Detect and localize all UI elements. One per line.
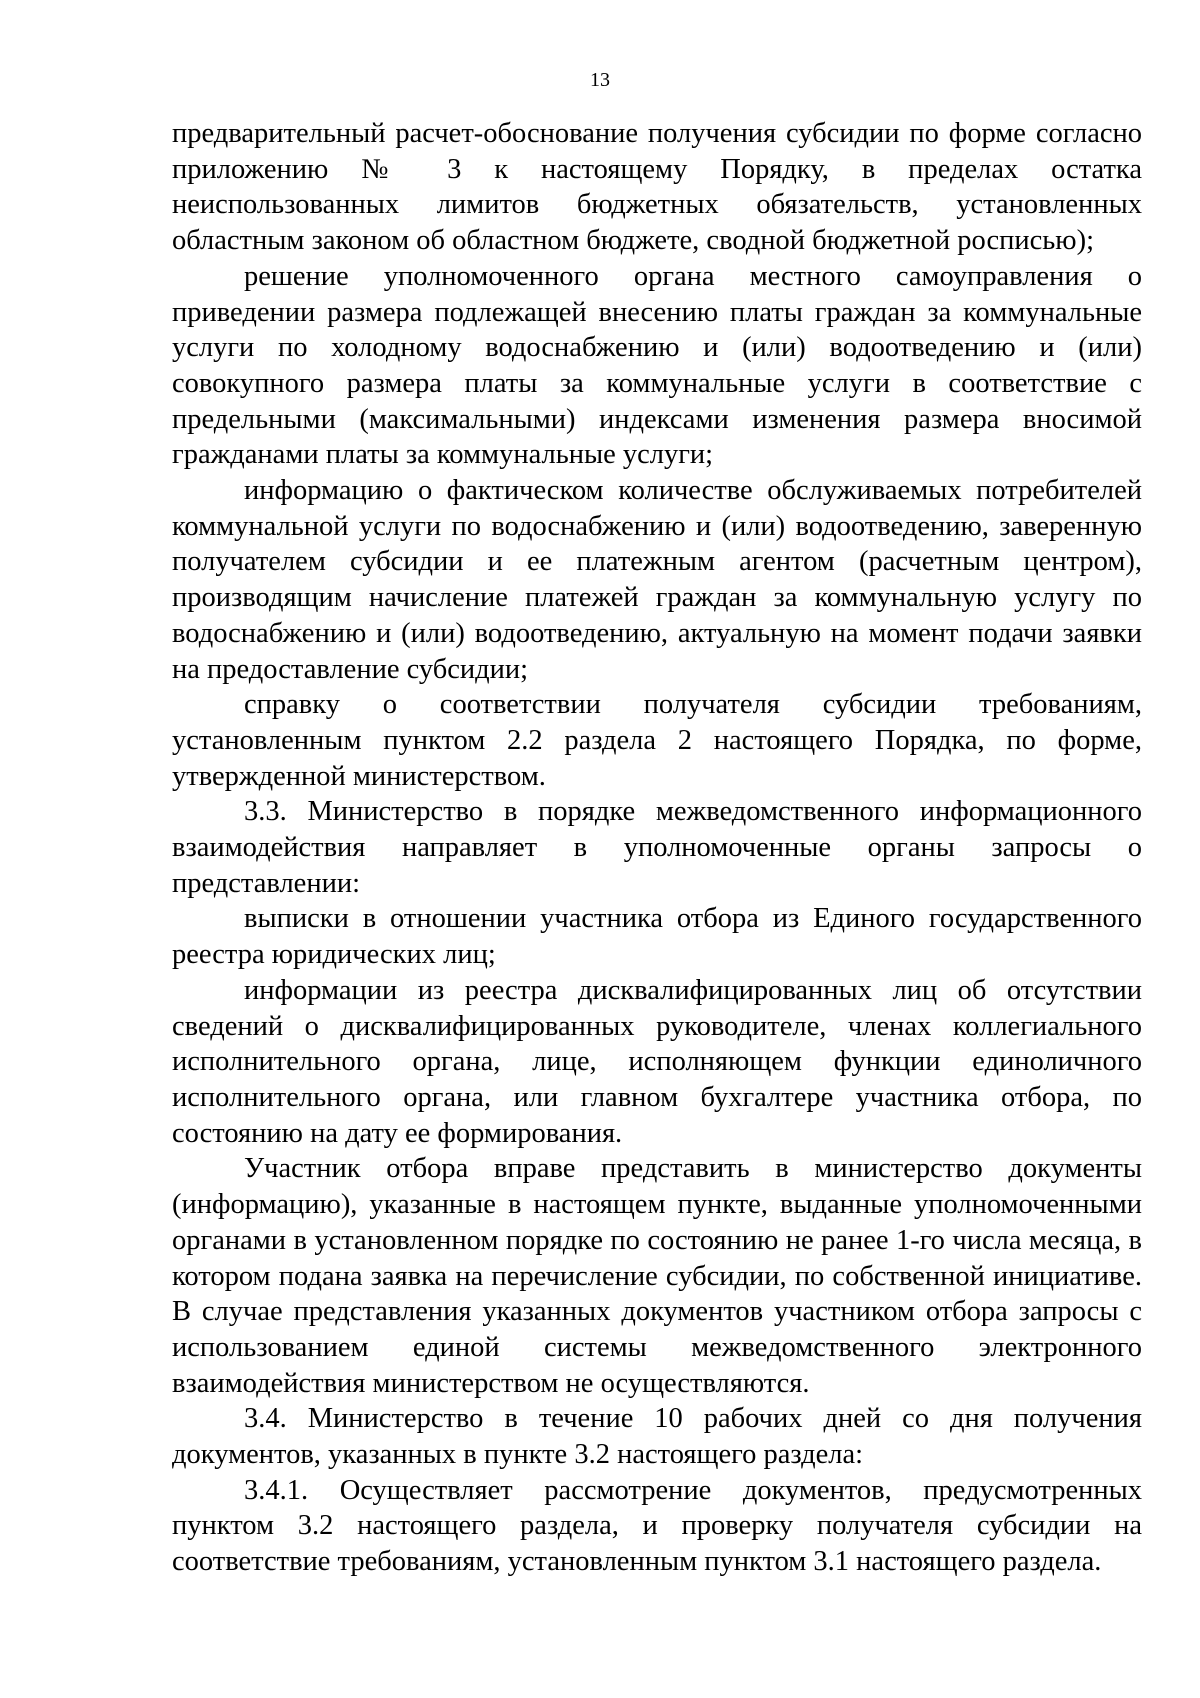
paragraph-egrul-extract: выписки в отношении участника отбора из Единого государственного реестра юридических лиц; xyxy=(172,903,1142,971)
paragraph-3-4: 3.4. Министерство в течение 10 рабочих дней со дня получения документов, указанных в пункте 3.2 настоящего раздела: xyxy=(172,1403,1142,1471)
paragraph-calculation: предварительный расчет-обоснование получения субсидии по форме согласно приложению № 3 к настоящему Порядку, в пределах остатка неиспользованных лимитов бюджетных обязательств, установленных областным законом об областном бюджете, сводной бюджетной росписью); xyxy=(172,118,1142,257)
paragraph-3-4-1: 3.4.1. Осуществляет рассмотрение документов, предусмотренных пунктом 3.2 настоящего раздела, и проверку получателя субсидии на соответствие требованиям, установленным пунктом 3.1 настоящего раздела. xyxy=(172,1474,1142,1578)
paragraph-participant-right: Участник отбора вправе представить в министерство документы (информацию), указанные в настоящем пункте, выданные уполномоченными органами в установленном порядке по состоянию не ранее 1-го числа месяца, в котором подана заявка на перечисление субсидии, по собственной инициативе. В случае представления указанных документов участником отбора запросы с использованием единой системы межведомственного электронного взаимодействия министерством не осуществляются. xyxy=(172,1153,1142,1399)
document-body xyxy=(172,116,1142,1580)
paragraph-disqualified-registry: информации из реестра дисквалифицированных лиц об отсутствии сведений о дисквалифицированных руководителе, членах коллегиального исполнительного органа, лице, исполняющем функции единоличного исполнительного органа, или главном бухгалтере участника отбора, по состоянию на дату ее формирования. xyxy=(172,974,1142,1149)
page-number: 13 xyxy=(590,69,610,91)
paragraph-certificate: справку о соответствии получателя субсидии требованиям, установленным пунктом 2.2 раздела 2 настоящего Порядка, по форме, утвержденной министерством. xyxy=(172,689,1142,792)
paragraph-3-3: 3.3. Министерство в порядке межведомственного информационного взаимодействия направляет в уполномоченные органы запросы о представлении: xyxy=(172,796,1142,899)
paragraph-consumers-info: информацию о фактическом количестве обслуживаемых потребителей коммунальной услуги по водоснабжению и (или) водоотведению, заверенную получателем субсидии и ее платежным агентом (расчетным центром), производящим начисление платежей граждан за коммунальную услугу по водоснабжению и (или) водоотведению, актуальную на момент подачи заявки на предоставление субсидии; xyxy=(172,475,1142,685)
paragraph-decision: решение уполномоченного органа местного самоуправления о приведении размера подлежащей внесению платы граждан за коммунальные услуги по холодному водоснабжению и (или) водоотведению и (или) совокупного размера платы за коммунальные услуги в соответствие с предельными (максимальными) индексами изменения размера вносимой гражданами платы за коммунальные услуги; xyxy=(172,260,1142,471)
